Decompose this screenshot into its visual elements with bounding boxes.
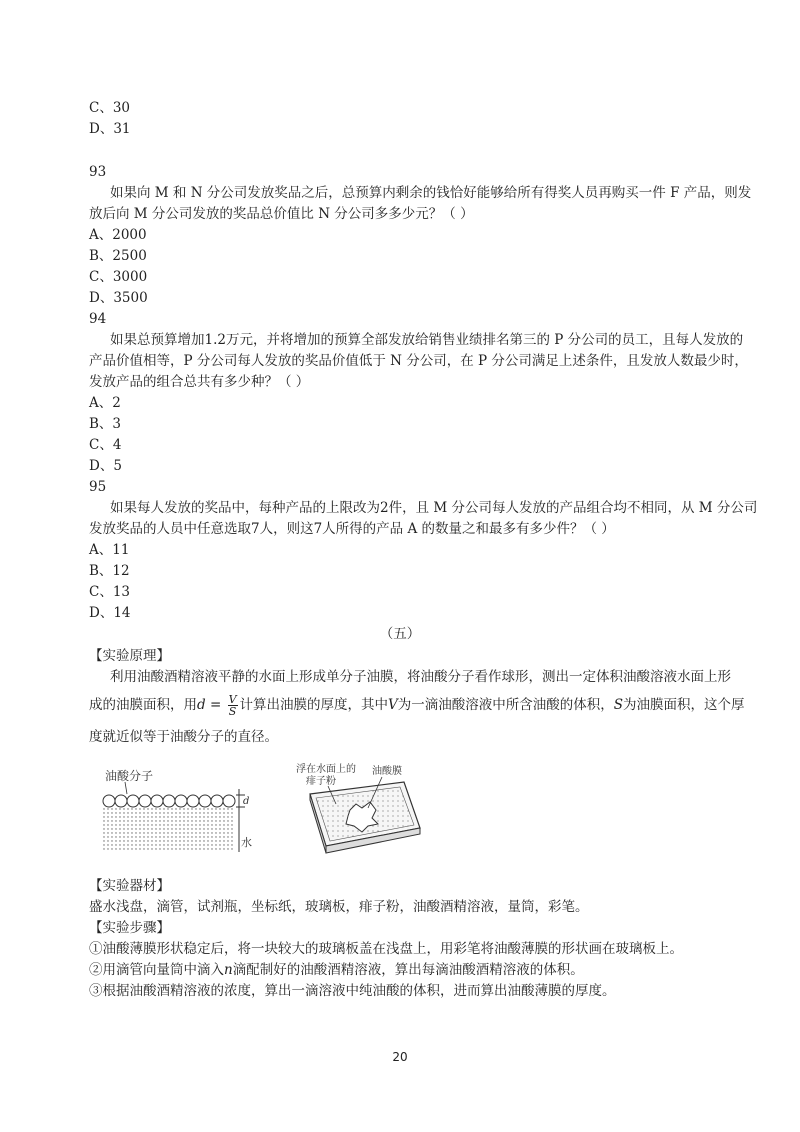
tray-diagram	[292, 760, 432, 860]
principle-line1: 利用油酸酒精溶液平静的水面上形成单分子油膜，将油酸分子看作球形，测出一定体积油酸溶液水面上形	[110, 669, 731, 685]
q94-option-a: A、2	[89, 395, 121, 411]
step-2-a: ②用滴管向量筒中滴入	[89, 962, 224, 978]
label-oleic-molecule: 油酸分子	[105, 769, 154, 783]
principle-heading: 【实验原理】	[89, 648, 170, 664]
step-2-n: n	[224, 962, 233, 978]
label-powder-1: 浮在水面上的	[296, 764, 356, 775]
label-powder-2: 痱子粉	[306, 776, 336, 787]
step-2	[89, 961, 584, 979]
step-2-b: 滴配制好的油酸酒精溶液，算出每滴油酸酒精溶液的体积。	[232, 962, 584, 978]
principle-line2-d: 为油膜面积，这个厚	[623, 697, 745, 713]
q94-option-b: B、3	[89, 416, 122, 432]
section-title: （五）	[379, 626, 421, 642]
water-region	[103, 807, 235, 852]
materials-heading: 【实验器材】	[89, 878, 170, 894]
q93-text-line2: 放后向 M 分公司发放的奖品总价值比 N 分公司多多少元？（ ）	[89, 206, 474, 222]
q95-option-d: D、14	[89, 605, 131, 621]
q94-option-c: C、4	[89, 437, 122, 453]
q94-option-d: D、5	[89, 458, 122, 474]
principle-line2	[89, 693, 745, 718]
molecule-circles	[103, 795, 235, 807]
formula-denominator: S	[228, 705, 237, 718]
principle-line3: 度就近似等于油酸分子的直径。	[89, 729, 278, 745]
q93-option-d: D、3500	[89, 290, 148, 306]
q94-text-line2: 产品价值相等，P 分公司每人发放的奖品价值低于 N 分公司，在 P 分公司满足上述条件，且发放人数最少时，	[89, 353, 748, 369]
monolayer-diagram	[95, 764, 255, 858]
label-oil-film: 油酸膜	[372, 766, 402, 777]
q93-number: 93	[89, 164, 107, 180]
q95-option-b: B、12	[89, 563, 130, 579]
steps-heading: 【实验步骤】	[89, 920, 170, 936]
q94-text-line1: 如果总预算增加1.2万元，并将增加的预算全部发放给销售业绩排名第三的 P 分公司的员工，且每人发放的	[110, 332, 744, 348]
var-s: S	[613, 697, 624, 713]
q93-option-b: B、2500	[89, 248, 147, 264]
q93-text-line1: 如果向 M 和 N 分公司发放奖品之后，总预算内剩余的钱恰好能够给所有得奖人员再购买一件 F 产品，则发	[110, 185, 752, 201]
q92-option-c: D、31	[89, 121, 131, 137]
label-water: 水	[241, 836, 252, 849]
q95-number: 95	[89, 479, 107, 495]
q94-number: 94	[89, 311, 107, 327]
formula-fraction	[228, 694, 238, 717]
page-number: 20	[392, 1050, 408, 1064]
materials-text: 盛水浅盘，滴管，试剂瓶，坐标纸，玻璃板，痱子粉，油酸酒精溶液，量筒，彩笔。	[89, 899, 589, 915]
principle-line2-b: 计算出油膜的厚度，其中	[239, 697, 389, 713]
q95-text-line1: 如果每人发放的奖品中，每种产品的上限改为2件，且 M 分公司每人发放的产品组合均不相同，从 M 分公司	[110, 500, 758, 516]
q95-option-a: A、11	[89, 542, 130, 558]
principle-line2-c: 为一滴油酸溶液中所含油酸的体积，	[397, 697, 614, 713]
var-v: V	[388, 697, 398, 713]
q93-option-c: C、3000	[89, 269, 148, 285]
q95-option-c: C、13	[89, 584, 131, 600]
formula-d: d	[197, 697, 206, 713]
formula-equals: =	[205, 697, 226, 713]
q94-text-line3: 发放产品的组合总共有多少种？（ ）	[89, 374, 310, 390]
label-d: d	[243, 796, 250, 807]
step-1: ①油酸薄膜形状稳定后，将一块较大的玻璃板盖在浅盘上，用彩笔将油酸薄膜的形状画在玻璃板上。	[89, 941, 683, 957]
step-3: ③根据油酸酒精溶液的浓度，算出一滴溶液中纯油酸的体积，进而算出油酸薄膜的厚度。	[89, 983, 616, 999]
q95-text-line2: 发放奖品的人员中任意选取7人，则这7人所得的产品 A 的数量之和最多有多少件？（ ）	[89, 521, 615, 537]
principle-line2-a: 成的油膜面积，用	[89, 697, 197, 713]
formula-numerator: V	[228, 693, 237, 706]
q92-option-b: C、30	[89, 100, 131, 116]
q93-option-a: A、2000	[89, 227, 147, 243]
